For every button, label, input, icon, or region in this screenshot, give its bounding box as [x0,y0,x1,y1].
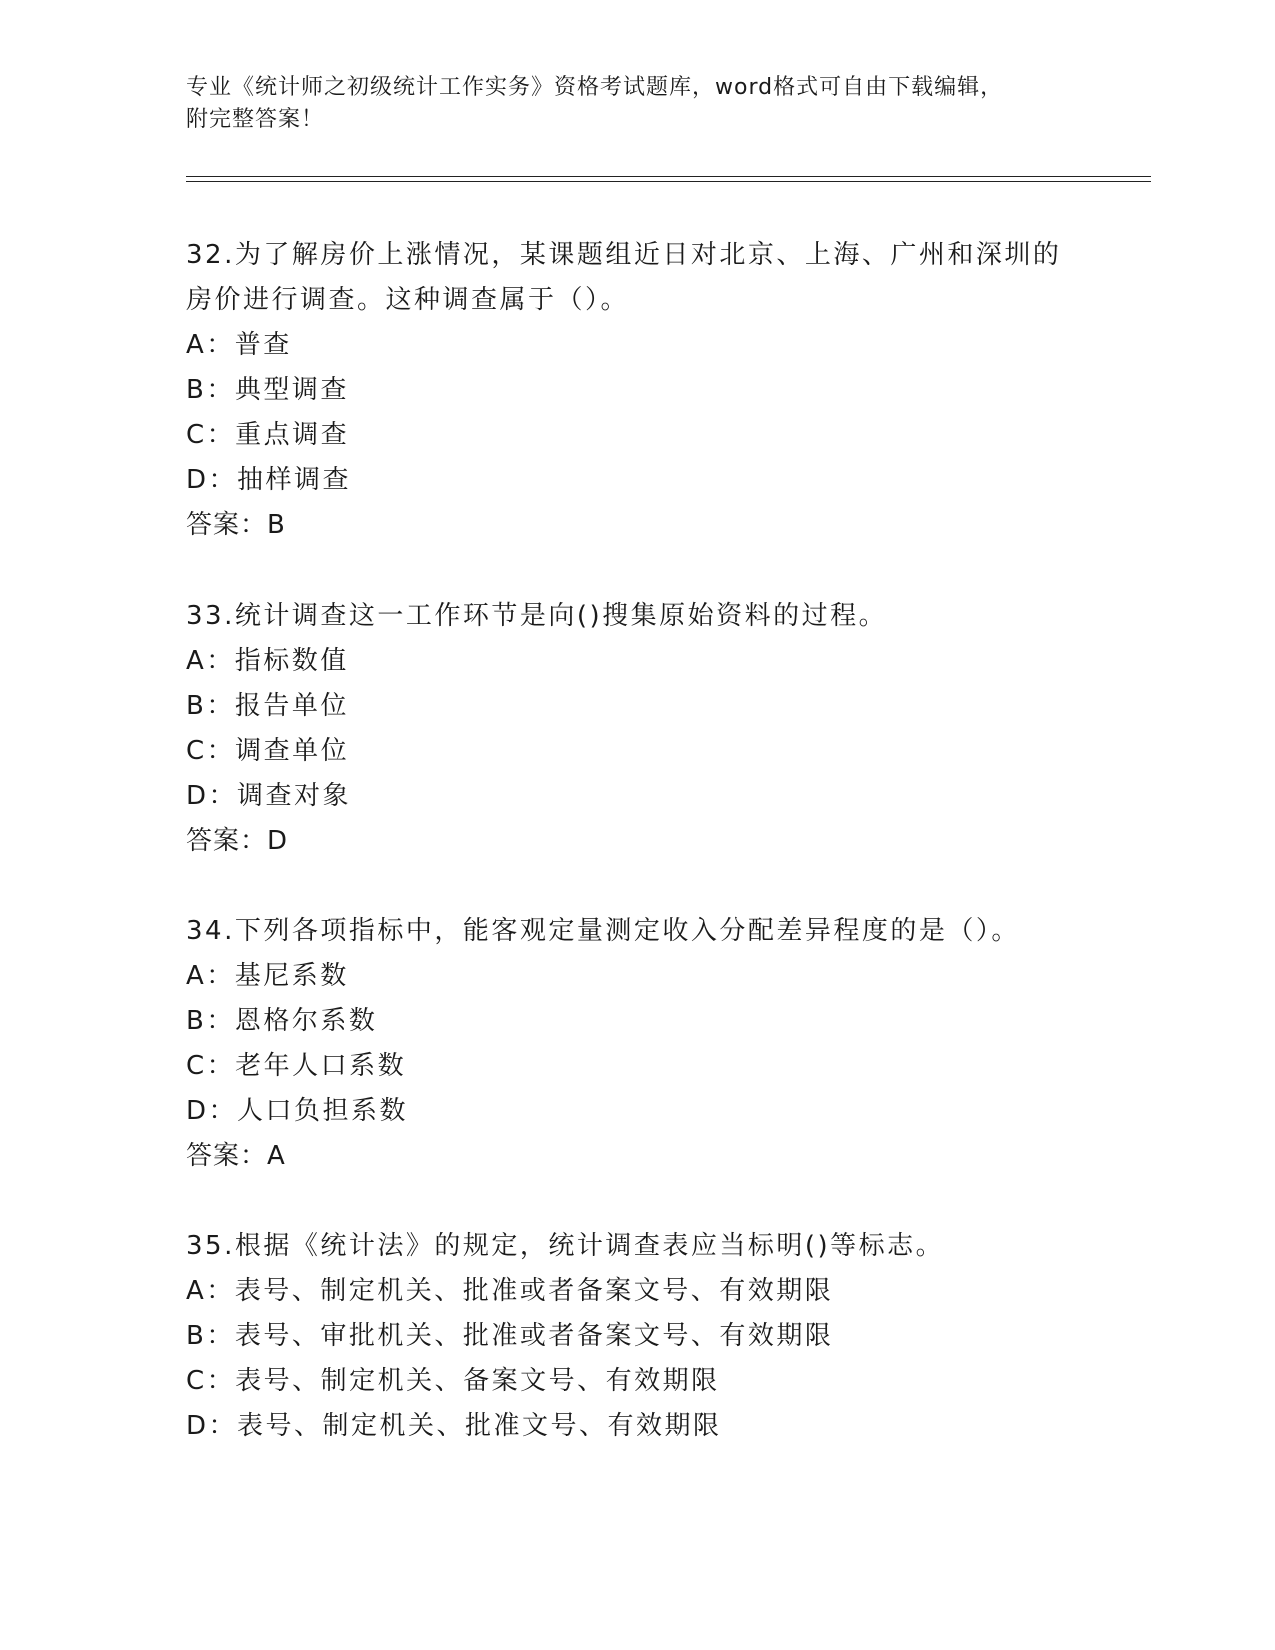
option-label: C： [186,736,236,766]
option-label: A： [186,646,235,676]
question-32 [186,233,1086,548]
header-line-1: 专业《统计师之初级统计工作实务》资格考试题库，word格式可自由下载编辑， [186,75,1004,100]
option-text: 典型调查 [234,375,349,405]
question-stem-line: 房价进行调查。这种调查属于（）。 [186,285,630,315]
option-label: B： [186,1006,235,1036]
option-label: D： [186,781,238,811]
option-label: B： [186,375,235,405]
option-b [186,368,1086,413]
option-text: 人口负担系数 [237,1096,409,1126]
option-c [186,729,1086,774]
question-stem-line: 34.下列各项指标中，能客观定量测定收入分配差异程度的是（）。 [186,916,1020,946]
option-c [186,1044,1086,1089]
option-label: B： [186,691,235,721]
option-text: 指标数值 [234,646,349,676]
header-divider-top [186,176,1151,177]
option-text: 恩格尔系数 [234,1006,378,1036]
answer-label: 答案：B [186,510,286,540]
option-text: 调查对象 [237,781,352,811]
question-34 [186,909,1086,1179]
option-text: 表号、制定机关、批准或者备案文号、有效期限 [234,1276,834,1306]
option-c [186,413,1086,458]
option-text: 基尼系数 [234,961,349,991]
option-label: D： [186,1411,238,1441]
option-c [186,1359,1086,1404]
option-text: 表号、制定机关、批准文号、有效期限 [237,1411,722,1441]
option-text: 调查单位 [235,736,350,766]
option-label: C： [186,420,236,450]
option-text: 老年人口系数 [235,1051,407,1081]
document-header [186,72,1086,136]
option-text: 抽样调查 [237,465,352,495]
answer-label: 答案：A [186,1141,286,1171]
option-d [186,1089,1086,1134]
question-stem-line: 32.为了解房价上涨情况，某课题组近日对北京、上海、广州和深圳的 [186,240,1062,270]
option-text: 普查 [234,330,292,360]
option-a [186,639,1086,684]
option-a [186,1269,1086,1314]
option-a [186,323,1086,368]
question-35 [186,1224,1086,1449]
option-label: D： [186,465,238,495]
option-text: 表号、审批机关、批准或者备案文号、有效期限 [234,1321,834,1351]
question-stem-line: 35.根据《统计法》的规定，统计调查表应当标明()等标志。 [186,1231,945,1261]
option-d [186,1404,1086,1449]
option-text: 报告单位 [234,691,349,721]
option-b [186,999,1086,1044]
option-b [186,684,1086,729]
option-a [186,954,1086,999]
option-label: A： [186,961,235,991]
question-stem-line: 33.统计调查这一工作环节是向()搜集原始资料的过程。 [186,601,888,631]
header-divider-bottom [186,181,1151,182]
option-label: A： [186,1276,235,1306]
option-text: 重点调查 [235,420,350,450]
option-b [186,1314,1086,1359]
answer-label: 答案：D [186,826,289,856]
option-label: D： [186,1096,238,1126]
option-text: 表号、制定机关、备案文号、有效期限 [235,1366,720,1396]
question-33 [186,594,1086,864]
option-d [186,774,1086,819]
option-label: C： [186,1051,236,1081]
option-label: A： [186,330,235,360]
option-d [186,458,1086,503]
option-label: C： [186,1366,236,1396]
header-line-2: 附完整答案！ [186,107,325,132]
option-label: B： [186,1321,235,1351]
